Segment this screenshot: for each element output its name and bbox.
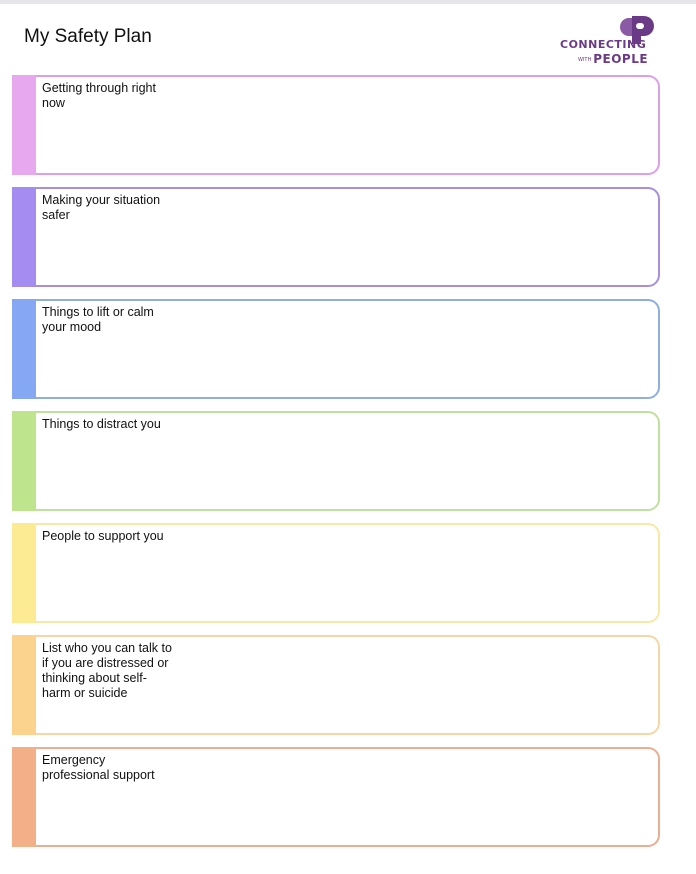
section-situation-safer[interactable] <box>12 187 660 287</box>
section-color-bar <box>12 187 36 287</box>
section-emergency-support[interactable] <box>12 747 660 847</box>
section-label: Emergency professional support <box>42 753 155 782</box>
logo-text-people: WITH PEOPLE <box>578 52 649 66</box>
section-lift-mood[interactable] <box>12 299 660 399</box>
section-color-bar <box>12 747 36 847</box>
section-distract[interactable] <box>12 411 660 511</box>
section-label: Things to distract you <box>42 417 161 431</box>
section-color-bar <box>12 523 36 623</box>
top-border <box>0 0 696 4</box>
section-label: List who you can talk to if you are distressed or thinking about self-harm or suicide <box>42 641 172 700</box>
section-label: Making your situation safer <box>42 193 161 222</box>
section-color-bar <box>12 299 36 399</box>
logo-text-connecting: CONNECTING <box>560 38 647 51</box>
section-label: Things to lift or calm your mood <box>42 305 154 334</box>
section-color-bar <box>12 411 36 511</box>
section-color-bar <box>12 75 36 175</box>
connecting-with-people-logo <box>556 14 666 68</box>
section-label: Getting through right now <box>42 81 156 110</box>
section-color-bar <box>12 635 36 735</box>
section-people-support[interactable] <box>12 523 660 623</box>
section-who-to-talk-to[interactable] <box>12 635 660 735</box>
page-title: My Safety Plan <box>24 26 152 47</box>
section-label: People to support you <box>42 529 164 543</box>
section-getting-through[interactable] <box>12 75 660 175</box>
